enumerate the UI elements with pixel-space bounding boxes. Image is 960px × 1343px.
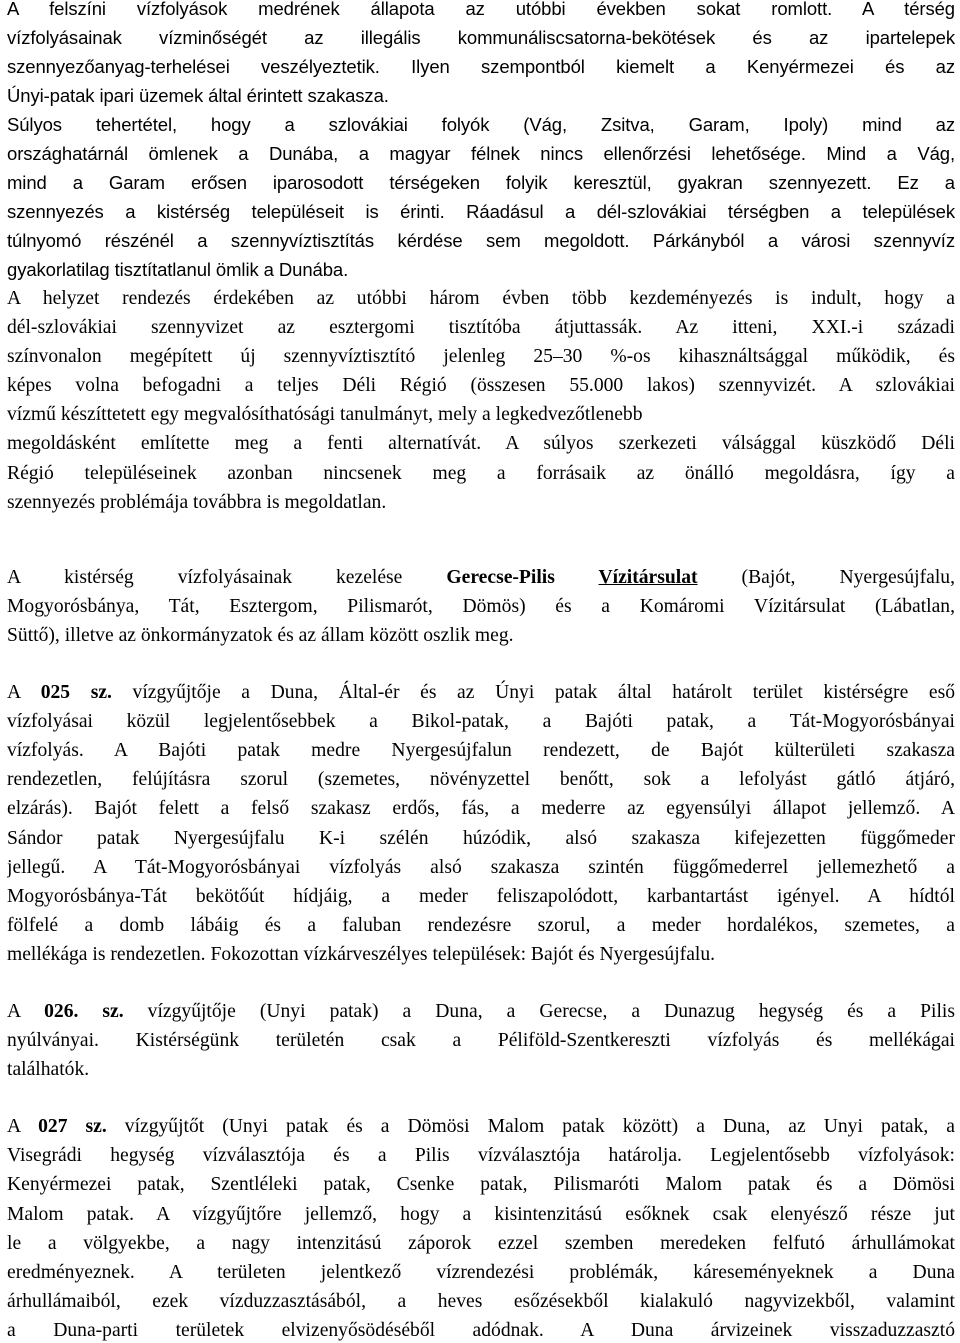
paragraph-surface-waters (7, 0, 955, 110)
text-line: nyúlványai. Kistérségünk területén csak a Péliföld-Szentkereszti vízfolyás és mellékágai (7, 1030, 955, 1052)
paragraph-catchment-026 (7, 997, 955, 1084)
text-line: vízmű készíttetett egy megvalósíthatósági tanulmányt, mely a legkedvezőtlenebb (7, 404, 643, 426)
text-line: színvonalon megépített új szennyvíztisztító jelenleg 25–30 %-os kihasználtsággal működik, és (7, 346, 955, 368)
text-run: vízgyűjtője a Duna, Által-ér és az Únyi patak által határolt terület kistérségre eső (111, 682, 955, 704)
text-line: a Duna-parti területek elvizenyősödéséből adódnak. A Duna árvizeinek visszaduzzasztó (7, 1319, 955, 1341)
text-line: eredményeznek. A területen jelentkező vízrendezési problémák, káreseményeknek a Duna (7, 1261, 955, 1283)
text-line: Süttő), illetve az önkormányzatok és az állam között oszlik meg. (7, 624, 514, 646)
text-line: Kenyérmezei patak, Szentléleki patak, Csenke patak, Pilismaróti Malom patak és a Dömösi (7, 1174, 955, 1196)
text-line: országhatárnál ömlenek a Dunába, a magyar félnek nincs ellenőrzési lehetősége. Mind a Vág, (7, 143, 955, 164)
text-line: mind a Garam erősen iparosodott térségeken folyik keresztül, gyakran szennyezett. Ez a (7, 172, 955, 193)
text-line: mellékága is rendezetlen. Fokozottan vízkárveszélyes települések: Bajót és Nyergesújfalu. (7, 943, 716, 965)
text-line: találhatók. (7, 1059, 90, 1081)
text-line: dél-szlovákiai szennyvizet az esztergomi tisztítóba átjuttassák. Az itteni, XXI.-i századi (7, 317, 955, 339)
text-line (7, 997, 955, 1026)
text-run: A (7, 1116, 39, 1138)
text-line: elzárás). Bajót felett a felső szakasz erdős, fás, a mederre az egyensúlyi állapot jellemző. A (7, 798, 955, 820)
text-run: (Bajót, Nyergesújfalu, (697, 566, 955, 588)
paragraph-catchment-025 (7, 678, 955, 969)
text-line: Mogyorósbánya-Tát bekötőút hídjáig, a meder feliszapolódott, karbantartást igényel. A hídtól (7, 885, 955, 907)
text-line: Súlyos tehertétel, hogy a szlovákiai folyók (Vág, Zsitva, Garam, Ipoly) mind az (7, 114, 955, 135)
text-line: Visegrádi hegység vízválasztója és a Pilis vízválasztója határolja. Legjelentősebb vízfolyások: (7, 1145, 955, 1167)
text-line: jellegű. A Tát-Mogyorósbányai vízfolyás alsó szakasza szintén függőmederrel jellemezhető a (7, 856, 955, 878)
text-line: szennyezés a kistérség településeit is érinti. Ráadásul a dél-szlovákiai térségben a települések (7, 201, 955, 222)
paragraph-slovak-rivers (7, 110, 955, 284)
text-line: A felszíni vízfolyások medrének állapota az utóbbi években sokat romlott. A térség (7, 0, 955, 19)
paragraph-water-management (7, 563, 955, 650)
text-run-bold: 025 sz. (40, 682, 112, 704)
text-run: A (7, 1000, 45, 1022)
text-line: szennyezés problémája továbbra is megoldatlan. (7, 491, 387, 513)
text-line: túlnyomó részénél a szennyvíztisztítás kérdése sem megoldott. Párkányból a városi szennyvíz (7, 230, 955, 251)
text-line: gyakorlatilag tisztítatlanul ömlik a Dunába. (7, 259, 349, 280)
text-line: szennyezőanyag-terhelései veszélyeztetik. Ilyen szempontból kiemelt a Kenyérmezei és az (7, 56, 955, 77)
text-line: képes volna befogadni a teljes Déli Régió (összesen 55.000 lakos) szennyvizét. A szlovákiai (7, 375, 955, 397)
paragraph-wastewater-initiatives (7, 284, 955, 517)
text-line: le a völgyekbe, a nagy intenzitású záporok ezzel szemben meredeken felfutó árhullámokat (7, 1232, 955, 1254)
document-page (7, 0, 955, 1343)
text-line: vízfolyásai közül legjelentősebbek a Bikol-patak, a Bajóti patak, a Tát-Mogyorósbányai (7, 711, 955, 733)
text-run: vízgyűjtőt (Unyi patak és a Dömösi Malom patak között) a Duna, az Unyi patak, a (106, 1116, 955, 1138)
text-line (7, 563, 955, 592)
paragraph-spacer (7, 650, 955, 678)
text-line (7, 678, 955, 707)
paragraph-spacer (7, 969, 955, 997)
text-run: A kistérség vízfolyásainak kezelése (7, 566, 447, 588)
text-run-bold: 027 sz. (38, 1116, 107, 1138)
text-line (7, 1112, 955, 1141)
text-line: Régió településeinek azonban nincsenek meg a forrásaik az önálló megoldásra, így a (7, 462, 955, 484)
text-run-bold: Gerecse-Pilis (446, 566, 599, 588)
paragraph-spacer (7, 1084, 955, 1112)
text-line: Mogyorósbánya, Tát, Esztergom, Pilismarót, Dömös) és a Komáromi Vízitársulat (Lábatlan, (7, 595, 955, 617)
text-line: Sándor patak Nyergesújfalu K-i szélén húzódik, alsó szakasza kifejezetten függőmeder (7, 827, 955, 849)
text-line: vízfolyásainak vízminőségét az illegális kommunáliscsatorna-bekötések és az ipartelepek (7, 27, 955, 48)
text-run: vízgyűjtője (Unyi patak) a Duna, a Gerecse, a Dunazug hegység és a Pilis (123, 1000, 955, 1022)
text-line: megoldásként említette meg a fenti alternatívát. A súlyos szerkezeti válsággal küszködő Déli (7, 433, 955, 455)
text-line: árhullámaiból, ezek vízduzzasztásából, a heves esőzésekből kialakuló nagyvizekből, valamint (7, 1290, 955, 1312)
text-line: fölfelé a domb lábáig és a faluban rendezésre szorul, a meder hordalékos, szemetes, a (7, 914, 955, 936)
paragraph-spacer (7, 517, 955, 563)
text-run-bold: 026. sz. (44, 1000, 124, 1022)
text-run-bold-underline: Vízitársulat (598, 566, 698, 588)
text-line: Malom patak. A vízgyűjtőre jellemző, hogy a kisintenzitású esőknek csak elenyésző része jut (7, 1203, 955, 1225)
text-line: vízfolyás. A Bajóti patak medre Nyergesújfalun rendezett, de Bajót külterületi szakasza (7, 740, 955, 762)
text-line: Únyi-patak ipari üzemek által érintett szakasza. (7, 85, 389, 106)
paragraph-catchment-027 (7, 1112, 955, 1343)
text-run: A (7, 682, 41, 704)
text-line: rendezetlen, felújításra szorul (szemetes, növényzettel benőtt, sok a lefolyást gátló átjáró, (7, 769, 955, 791)
text-line: A helyzet rendezés érdekében az utóbbi három évben több kezdeményezés is indult, hogy a (7, 288, 955, 309)
